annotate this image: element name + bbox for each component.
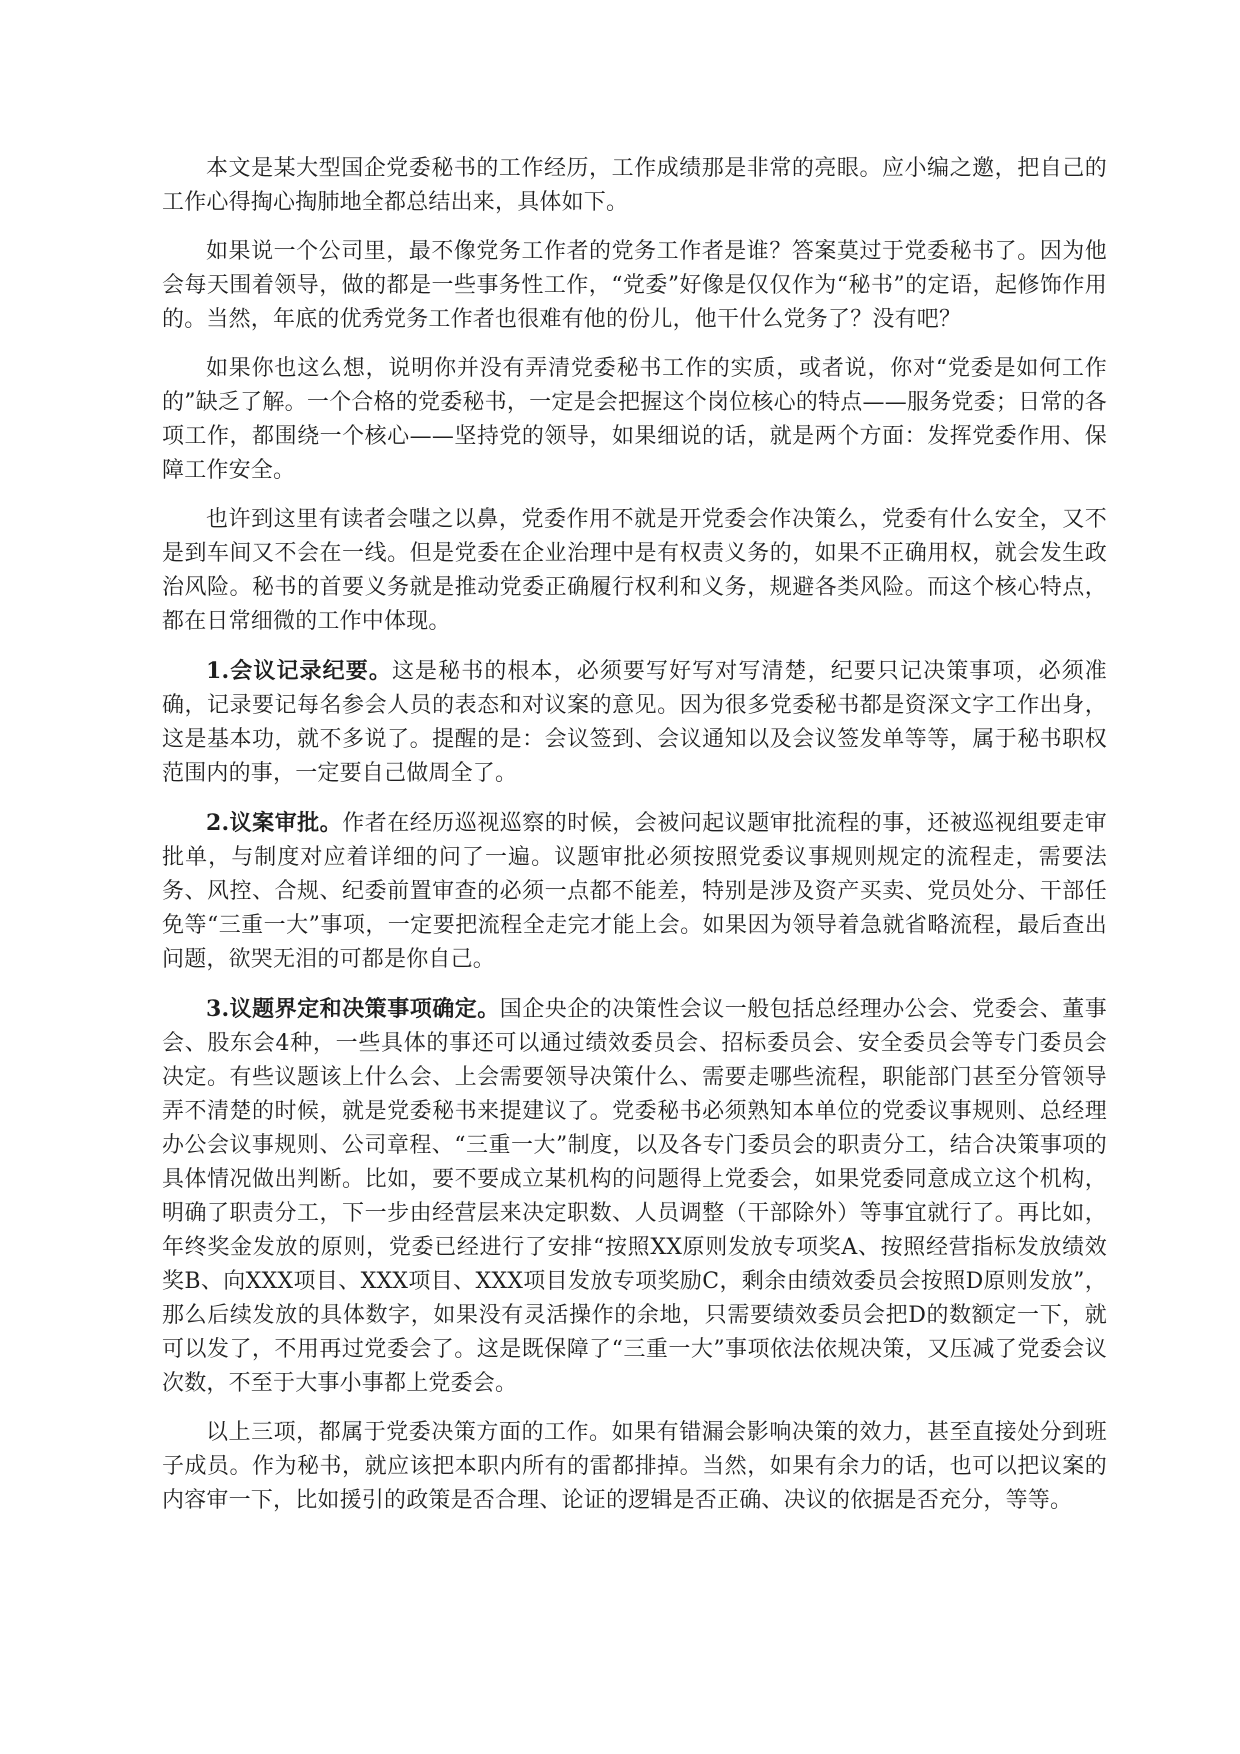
paragraph-essence <box>162 352 1107 488</box>
paragraph-text: 国企央企的决策性会议一般包括总经理办公会、党委会、董事会、股东会4种，一些具体的事还可以通过绩效委员会、招标委员会、安全委员会等专门委员会决定。有些议题该上什么会、上会需要领导决策什么、需要走哪些流程，职能部门甚至分管领导弄不清楚的时候，就是党委秘书来提建议了。党委秘书必须熟知本单位的党委议事规则、总经理办公会议事规则、公司章程、“三重一大”制度，以及各专门委员会的职责分工，结合决策事项的具体情况做出判断。比如，要不要成立某机构的问题得上党委会，如果党委同意成立这个机构，明确了职责分工，下一步由经营层来决定职数、人员调整（干部除外）等事宜就行了。再比如，年终奖金发放的原则，党委已经进行了安排“按照XX原则发放专项奖A、按照经营指标发放绩效奖B、向XXX项目、XXX项目、XXX项目发放专项奖励C，剩余由绩效委员会按照D原则发放”，那么后续发放的具体数字，如果没有灵活操作的余地，只需要绩效委员会把D的数额定一下，就可以发了，不用再过党委会了。这是既保障了“三重一大”事项依法依规决策，又压减了党委会议次数，不至于大事小事都上党委会。 <box>162 997 1107 1396</box>
paragraph-text: 如果你也这么想，说明你并没有弄清党委秘书工作的实质，或者说，你对“党委是如何工作的”缺乏了解。一个合格的党委秘书，一定是会把握这个岗位核心的特点——服务党委；日常的各项工作，都围绕一个核心——坚持党的领导，如果细说的话，就是两个方面：发挥党委作用、保障工作安全。 <box>162 356 1107 483</box>
paragraph-text: 这是秘书的根本，必须要写好写对写清楚，纪要只记决策事项，必须准确，记录要记每名参会人员的表态和对议案的意见。因为很多党委秘书都是资深文字工作出身，这是基本功，就不多说了。提醒的是：会议签到、会议通知以及会议签发单等等，属于秘书职权范围内的事，一定要自己做周全了。 <box>162 659 1107 786</box>
item-heading: 2.议案审批。 <box>206 810 343 836</box>
paragraph-item-3 <box>162 992 1107 1401</box>
item-heading: 1.会议记录纪要。 <box>206 658 392 684</box>
paragraph-risk <box>162 503 1107 639</box>
paragraph-text: 本文是某大型国企党委秘书的工作经历，工作成绩那是非常的亮眼。应小编之邀，把自己的工作心得掏心掏肺地全都总结出来，具体如下。 <box>162 156 1107 215</box>
paragraph-text: 作者在经历巡视巡察的时候，会被问起议题审批流程的事，还被巡视组要走审批单，与制度对应着详细的问了一遍。议题审批必须按照党委议事规则规定的流程走，需要法务、风控、合规、纪委前置审查的必须一点都不能差，特别是涉及资产买卖、党员处分、干部任免等“三重一大”事项，一定要把流程全走完才能上会。如果因为领导着急就省略流程，最后查出问题，欲哭无泪的可都是你自己。 <box>162 811 1107 972</box>
paragraph-summary <box>162 1416 1107 1518</box>
paragraph-question <box>162 235 1107 337</box>
paragraph-item-1 <box>162 654 1107 791</box>
paragraph-item-2 <box>162 806 1107 977</box>
paragraph-text: 如果说一个公司里，最不像党务工作者的党务工作者是谁？答案莫过于党委秘书了。因为他会每天围着领导，做的都是一些事务性工作，“党委”好像是仅仅作为“秘书”的定语，起修饰作用的。当然，年底的优秀党务工作者也很难有他的份儿，他干什么党务了？没有吧？ <box>162 239 1107 332</box>
item-heading: 3.议题界定和决策事项确定。 <box>206 996 500 1022</box>
paragraph-intro <box>162 152 1107 220</box>
document-page <box>162 152 1107 1533</box>
paragraph-text: 也许到这里有读者会嗤之以鼻，党委作用不就是开党委会作决策么，党委有什么安全，又不是到车间又不会在一线。但是党委在企业治理中是有权责义务的，如果不正确用权，就会发生政治风险。秘书的首要义务就是推动党委正确履行权利和义务，规避各类风险。而这个核心特点，都在日常细微的工作中体现。 <box>162 507 1107 634</box>
paragraph-text: 以上三项，都属于党委决策方面的工作。如果有错漏会影响决策的效力，甚至直接处分到班子成员。作为秘书，就应该把本职内所有的雷都排掉。当然，如果有余力的话，也可以把议案的内容审一下，比如援引的政策是否合理、论证的逻辑是否正确、决议的依据是否充分，等等。 <box>162 1420 1107 1513</box>
